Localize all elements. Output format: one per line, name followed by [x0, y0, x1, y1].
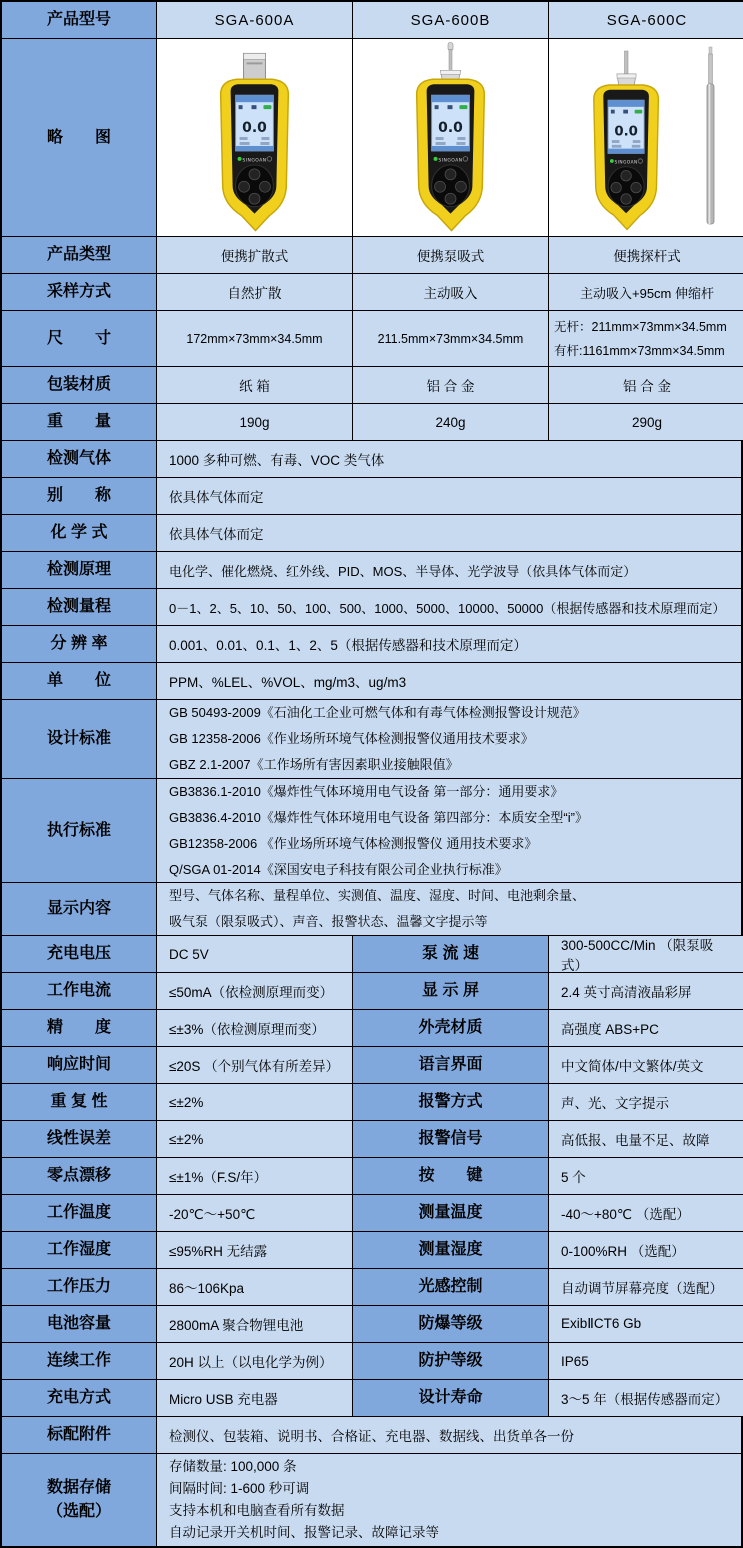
row-label: 电池容量: [2, 1306, 157, 1342]
row-accuracy-shell: [2, 1010, 741, 1047]
row-label-line2: （选配）: [46, 1503, 111, 1520]
cell-light-control: 自动调节屏幕亮度（选配）: [549, 1269, 743, 1305]
row-working-pressure-light-control: [2, 1269, 741, 1306]
device-photo-sga-600a: [157, 39, 353, 236]
row-label: 显 示 屏: [353, 973, 549, 1009]
cell-detected-gases: 1000 多种可燃、有毒、VOC 类气体: [157, 441, 741, 477]
row-label: 外壳材质: [353, 1010, 549, 1046]
cell-unit: PPM、%LEL、%VOL、mg/m3、ug/m3: [157, 663, 741, 699]
cell-data-storage: 存储数量: 100,000 条 间隔时间: 1-600 秒可调 支持本机和电脑查看所有数据 自动记录开关机时间、报警记录、故障记录等: [157, 1454, 741, 1546]
row-label: 工作电流: [2, 973, 157, 1009]
row-zero-drift-buttons: [2, 1158, 741, 1195]
row-label: 工作压力: [2, 1269, 157, 1305]
row-label: 光感控制: [353, 1269, 549, 1305]
row-linearity-alarm-signal: [2, 1121, 741, 1158]
row-execution-standards: [2, 779, 741, 883]
row-alias: [2, 478, 741, 515]
row-data-storage: [2, 1454, 741, 1546]
cell-working-current: ≤50mA（依检测原理而变）: [157, 973, 353, 1009]
cell-sampling-c: 主动吸入+95cm 伸缩杆: [549, 274, 743, 310]
cell-sampling-a: 自然扩散: [157, 274, 353, 310]
cell-response-time: ≤20S （个别气体有所差异）: [157, 1047, 353, 1083]
row-label: 分 辨 率: [2, 626, 157, 662]
row-label: 采样方式: [2, 274, 157, 310]
row-label-sketch: 略 图: [2, 39, 157, 236]
cell-packaging-c: 铝 合 金: [549, 367, 743, 403]
cell-detection-range: 0－1、2、5、10、50、100、500、1000、5000、10000、50000（根据传感器和技术原理而定）: [157, 589, 741, 625]
row-repeatability-alarm-mode: [2, 1084, 741, 1121]
row-label: 防爆等级: [353, 1306, 549, 1342]
cell-packaging-a: 纸 箱: [157, 367, 353, 403]
cell-resolution: 0.001、0.01、0.1、1、2、5（根据传感器和技术原理而定）: [157, 626, 741, 662]
row-label: 包装材质: [2, 367, 157, 403]
cell-sampling-b: 主动吸入: [353, 274, 549, 310]
row-label: 检测气体: [2, 441, 157, 477]
row-label: 工作温度: [2, 1195, 157, 1231]
cell-alarm-mode: 声、光、文字提示: [549, 1084, 743, 1120]
row-chemical-formula: [2, 515, 741, 552]
row-working-temp-measure-temp: [2, 1195, 741, 1232]
row-label: 语言界面: [353, 1047, 549, 1083]
header-row: [2, 2, 741, 39]
header-model-sga-600b: SGA-600B: [353, 2, 549, 38]
row-label: 单 位: [2, 663, 157, 699]
row-continuous-work-protection: [2, 1343, 741, 1380]
row-detection-range: [2, 589, 741, 626]
cell-alarm-signal: 高低报、电量不足、故障: [549, 1121, 743, 1157]
row-label: 按 键: [353, 1158, 549, 1194]
cell-weight-a: 190g: [157, 404, 353, 440]
row-detection-principle: [2, 552, 741, 589]
cell-shell-material: 高强度 ABS+PC: [549, 1010, 743, 1046]
row-working-humidity-measure-humidity: [2, 1232, 741, 1269]
row-label: 重 复 性: [2, 1084, 157, 1120]
cell-continuous-work: 20H 以上（以电化学为例）: [157, 1343, 353, 1379]
cell-charge-voltage: DC 5V: [157, 936, 353, 972]
row-label: 响应时间: [2, 1047, 157, 1083]
row-charge-voltage-pump-flow: [2, 936, 741, 973]
cell-execution-standards: GB3836.1-2010《爆炸性气体环境用电气设备 第一部分：通用要求》 GB3836.4-2010《爆炸性气体环境用电气设备 第四部分：本质安全型“i”》 GB12358-2006 《作业场所环境气体检测报警仪 通用技术要求》 Q/SGA 01-2014《深国安电子科技有限公司企业执行标准》: [157, 779, 741, 882]
sketch-row: [2, 39, 741, 237]
cell-battery-capacity: 2800mA 聚合物锂电池: [157, 1306, 353, 1342]
cell-design-standards: GB 50493-2009《石油化工企业可燃气体和有毒气体检测报警设计规范》 GB 12358-2006《作业场所环境气体检测报警仪通用技术要求》 GBZ 2.1-2007《工作场所有害因素职业接触限值》: [157, 700, 741, 778]
row-label: 检测量程: [2, 589, 157, 625]
row-unit: [2, 663, 741, 700]
row-label: 检测原理: [2, 552, 157, 588]
cell-dimensions-c: 无杆：211mm×73mm×34.5mm 有杆:1161mm×73mm×34.5mm: [549, 311, 743, 366]
row-label: 线性误差: [2, 1121, 157, 1157]
cell-dimensions-b: 211.5mm×73mm×34.5mm: [353, 311, 549, 366]
cell-protection-grade: IP65: [549, 1343, 743, 1379]
row-working-current-display: [2, 973, 741, 1010]
cell-explosion-proof-grade: ExibⅡCT6 Gb: [549, 1306, 743, 1342]
cell-working-pressure: 86～106Kpa: [157, 1269, 353, 1305]
row-label: 测量温度: [353, 1195, 549, 1231]
row-label: 别 称: [2, 478, 157, 514]
row-label: [2, 1454, 157, 1546]
row-label: 泵 流 速: [353, 936, 549, 972]
row-response-time-language: [2, 1047, 741, 1084]
row-label: 防护等级: [353, 1343, 549, 1379]
row-label: 显示内容: [2, 883, 157, 935]
cell-pump-flow: 300-500CC/Min （限泵吸式）: [549, 936, 743, 972]
cell-alias: 依具体气体而定: [157, 478, 741, 514]
row-sampling-method: [2, 274, 741, 311]
row-display-content: [2, 883, 741, 936]
cell-display-screen: 2.4 英寸高清液晶彩屏: [549, 973, 743, 1009]
header-model-sga-600a: SGA-600A: [157, 2, 353, 38]
cell-language-ui: 中文简体/中文繁体/英文: [549, 1047, 743, 1083]
cell-packaging-b: 铝 合 金: [353, 367, 549, 403]
row-standard-accessories: [2, 1417, 741, 1454]
row-resolution: [2, 626, 741, 663]
cell-zero-drift: ≤±1%（F.S/年）: [157, 1158, 353, 1194]
row-label: 工作湿度: [2, 1232, 157, 1268]
row-label: 化 学 式: [2, 515, 157, 551]
row-weight: [2, 404, 741, 441]
row-label: 设计寿命: [353, 1380, 549, 1416]
cell-weight-b: 240g: [353, 404, 549, 440]
cell-type-c: 便携探杆式: [549, 237, 743, 273]
row-label: 执行标准: [2, 779, 157, 882]
cell-standard-accessories: 检测仪、包装箱、说明书、合格证、充电器、数据线、出货单各一份: [157, 1417, 741, 1453]
cell-detection-principle: 电化学、催化燃烧、红外线、PID、MOS、半导体、光学波导（依具体气体而定）: [157, 552, 741, 588]
row-label: 报警信号: [353, 1121, 549, 1157]
cell-design-life: 3～5 年（根据传感器而定）: [549, 1380, 743, 1416]
row-label: 连续工作: [2, 1343, 157, 1379]
cell-linearity-error: ≤±2%: [157, 1121, 353, 1157]
row-label: 设计标准: [2, 700, 157, 778]
header-model-sga-600c: SGA-600C: [549, 2, 743, 38]
cell-measure-temperature: -40～+80℃ （选配）: [549, 1195, 743, 1231]
row-battery-explosion-proof: [2, 1306, 741, 1343]
row-label: 标配附件: [2, 1417, 157, 1453]
row-packaging: [2, 367, 741, 404]
cell-charging-method: Micro USB 充电器: [157, 1380, 353, 1416]
row-label: 零点漂移: [2, 1158, 157, 1194]
row-charging-method-design-life: [2, 1380, 741, 1417]
row-label: 充电电压: [2, 936, 157, 972]
row-label: 测量湿度: [353, 1232, 549, 1268]
cell-dimensions-a: 172mm×73mm×34.5mm: [157, 311, 353, 366]
cell-measure-humidity: 0-100%RH （选配）: [549, 1232, 743, 1268]
device-photo-sga-600c: [549, 39, 743, 236]
row-dimensions: [2, 311, 741, 367]
cell-repeatability: ≤±2%: [157, 1084, 353, 1120]
cell-chemical-formula: 依具体气体而定: [157, 515, 741, 551]
row-design-standards: [2, 700, 741, 779]
header-label-product-model: 产品型号: [2, 2, 157, 38]
row-label: 重 量: [2, 404, 157, 440]
row-label: 尺 寸: [2, 311, 157, 366]
row-label: 产品类型: [2, 237, 157, 273]
cell-accuracy: ≤±3%（依检测原理而变）: [157, 1010, 353, 1046]
cell-display-content: 型号、气体名称、量程单位、实测值、温度、湿度、时间、电池剩余量、 吸气泵（限泵吸式）、声音、报警状态、温馨文字提示等: [157, 883, 741, 935]
cell-working-temperature: -20℃～+50℃: [157, 1195, 353, 1231]
cell-type-b: 便携泵吸式: [353, 237, 549, 273]
cell-working-humidity: ≤95%RH 无结露: [157, 1232, 353, 1268]
cell-buttons: 5 个: [549, 1158, 743, 1194]
cell-weight-c: 290g: [549, 404, 743, 440]
row-product-type: [2, 237, 741, 274]
device-photo-sga-600b: [353, 39, 549, 236]
row-detected-gases: [2, 441, 741, 478]
cell-type-a: 便携扩散式: [157, 237, 353, 273]
row-label: 充电方式: [2, 1380, 157, 1416]
row-label: 报警方式: [353, 1084, 549, 1120]
row-label: 精 度: [2, 1010, 157, 1046]
row-label-line1: 数据存储: [46, 1479, 111, 1496]
